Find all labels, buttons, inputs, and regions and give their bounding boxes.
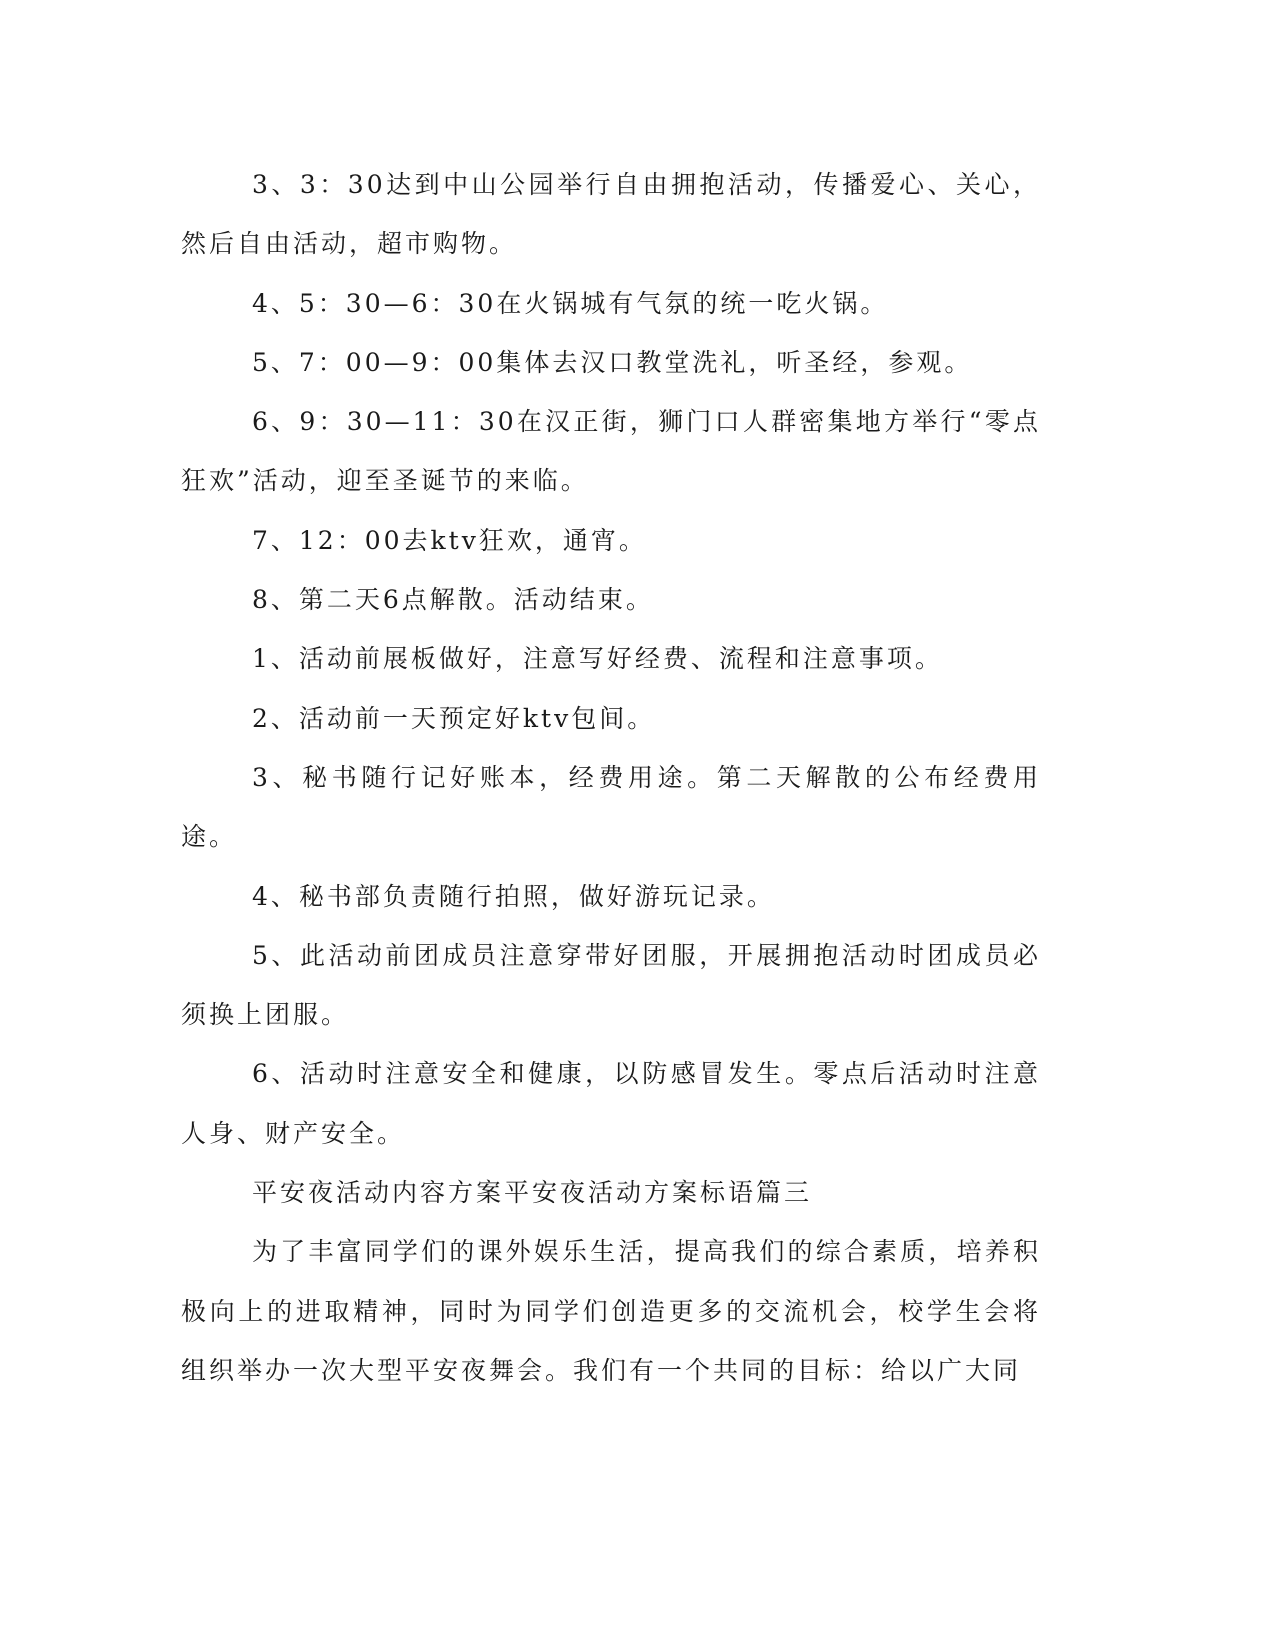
paragraph: 3、秘书随行记好账本，经费用途。第二天解散的公布经费用途。 — [181, 762, 1041, 852]
paragraph: 6、9：30—11：30在汉正街，狮门口人群密集地方举行“零点狂欢”活动，迎至圣诞节的来临。 — [181, 407, 1041, 496]
section-heading: 平安夜活动内容方案平安夜活动方案标语篇三 — [252, 1178, 813, 1208]
paragraph: 7、12：00去ktv狂欢，通宵。 — [252, 525, 647, 555]
paragraph: 5、7：00—9：00集体去汉口教堂洗礼，听圣经，参观。 — [252, 347, 973, 377]
paragraph: 5、此活动前团成员注意穿带好团服，开展拥抱活动时团成员必须换上团服。 — [181, 940, 1041, 1030]
paragraph: 6、活动时注意安全和健康，以防感冒发生。零点后活动时注意人身、财产安全。 — [181, 1059, 1041, 1148]
paragraph: 4、5：30—6：30在火锅城有气氛的统一吃火锅。 — [252, 288, 889, 318]
document-body — [181, 155, 1041, 1400]
paragraph: 1、活动前展板做好，注意写好经费、流程和注意事项。 — [252, 644, 943, 674]
paragraph: 为了丰富同学们的课外娱乐生活，提高我们的综合素质，培养积极向上的进取精神，同时为同学们创造更多的交流机会，校学生会将组织举办一次大型平安夜舞会。我们有一个共同的目标：给以广大同 — [181, 1237, 1041, 1385]
paragraph: 8、第二天6点解散。活动结束。 — [252, 585, 654, 615]
paragraph: 2、活动前一天预定好ktv包间。 — [252, 703, 656, 733]
paragraph: 4、秘书部负责随行拍照，做好游玩记录。 — [252, 881, 775, 911]
paragraph: 3、3：30达到中山公园举行自由拥抱活动，传播爱心、关心，然后自由活动，超市购物。 — [181, 170, 1041, 259]
